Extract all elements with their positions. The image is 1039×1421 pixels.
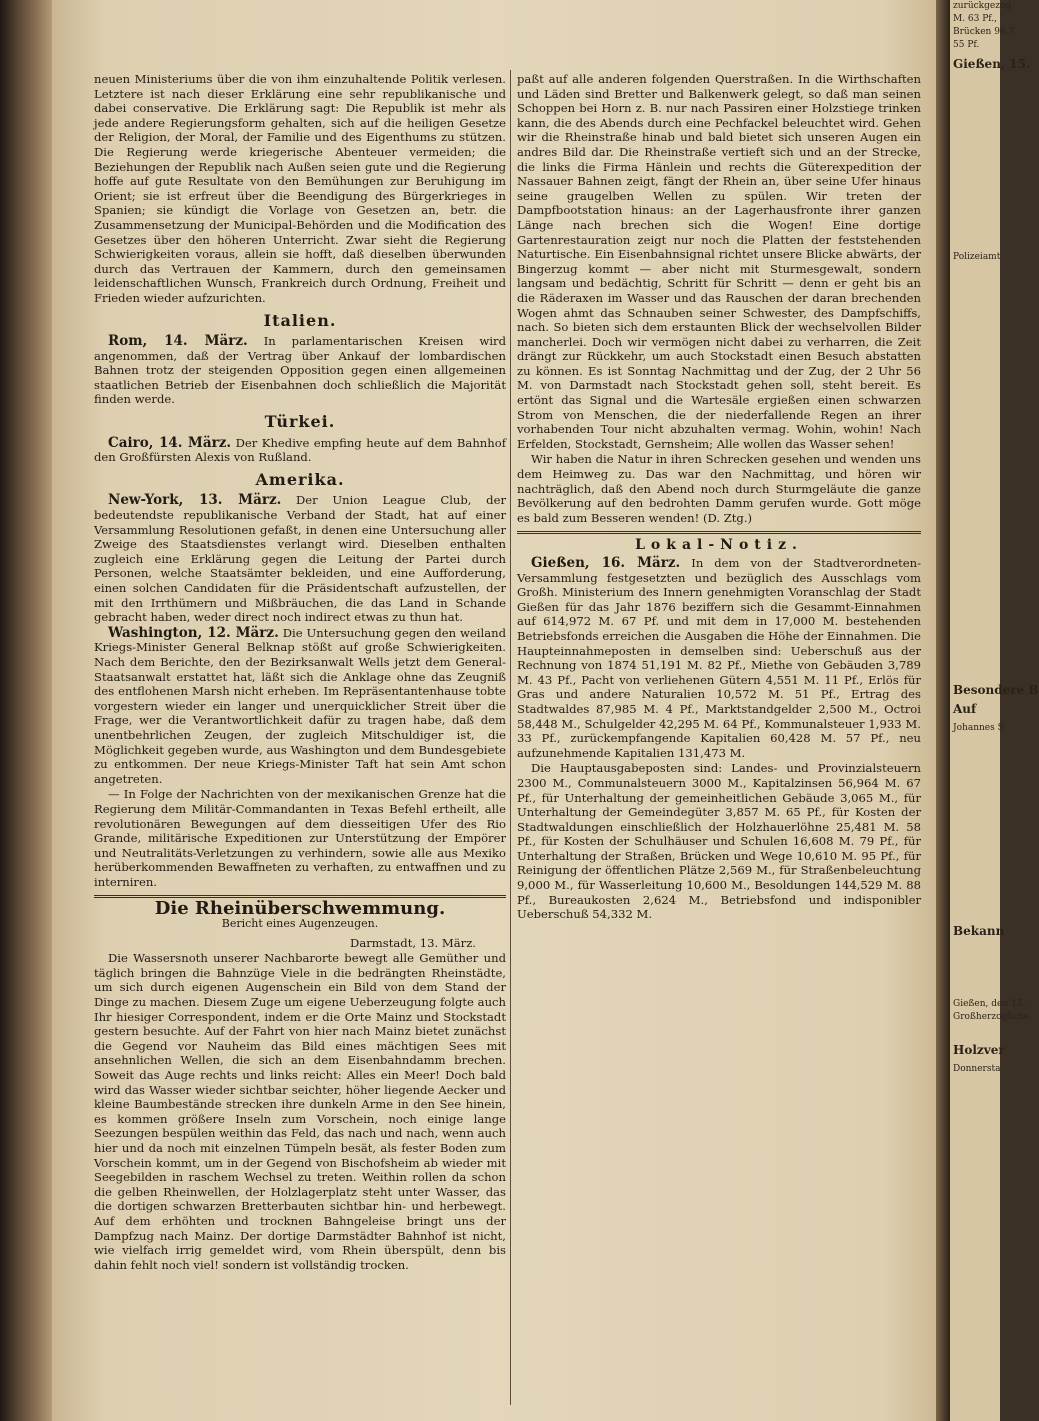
lokal-notiz-title: Lokal-Notiz. — [635, 537, 803, 554]
washington-text: Die Untersuchung gegen den weiland Kriegs-Minister General Belknap stößt auf große Schwierigkeiten. Nach dem Berichte, den der Bezirksanwalt Wells jetzt dem General-Staatsanwalt erstattet hat, läßt sich die Anklage ohne das Zeugniß des entflohenen Marsh nicht erheben. Im Repräsentantenhause tobte vorgestern wieder ein langer und unerquicklicher Streit über die Frage, wer die Verantwortlichkeit dafür zu tragen habe, daß dem unentbehrlichen Zeugen, der zugleich Mitschuldiger ist, die Möglichkeit gegeben wurde, aus Washington und dem Bundesgebiete zu entkommen. Der neue Kriegs-Minister Taft hat sein Amt schon angetreten. — [94, 625, 506, 786]
fragment: Brücken 96,7 — [953, 27, 1015, 37]
fragment: Großherzogliche — [953, 1012, 1030, 1022]
fragment: zurückgezog — [953, 1, 1012, 11]
fragment: Donnersta — [953, 1064, 1001, 1074]
newspaper-page — [52, 0, 936, 1421]
fragment: Auf — [953, 702, 977, 716]
fragment: M. 63 Pf., — [953, 14, 998, 24]
section-heading-italy: Italien. — [263, 310, 337, 330]
feature-paragraph: Die Wassersnoth unserer Nachbarorte bewegt alle Gemüther und täglich bringen die Bahnzüge Viele in die bedrängten Rheinstädte, um sich durch eigenen Augenschein ein Bild von dem Stand der Dinge zu machen. Diesem Zuge um eigene Ueberzeugung folgte auch Ihr hiesiger Correspondent, indem er die Orte Mainz und Stockstadt gestern besuchte. Auf der Fahrt von hier nach Mainz bietet zunächst die Gegend vor Nauheim das Bild eines mächtigen Sees mit ansehnlichen Wellen, die sich an dem Eisenbahndamm brechen. Soweit das Auge rechts und links reicht: Alles ein Meer! Doch bald wird das Wasser wieder sichtbar seichter, höher liegende Aecker und kleine Baumbestände strecken ihre dunkeln Arme in den See hinein, es kommen größere Inseln zum Vorschein, noch einige lange Seezungen bespülen weithin das Feld, das nach und nach, wenn auch hier und da noch mit einzelnen Tümpeln besät, als fester Boden zum Vorschein kommt, um in der Gegend von Bischofsheim ab wieder mit Seegebilden in raschem Wechsel zu treten. Weithin rollen da schon die gelben Rheinwellen, der Holzlagerplatz steht unter Wasser, das die dortigen schwarzen Bretterbauten sichtbar hin- und herbewegt. Auf dem erhöhten und trocknen Bahngeleise bringt uns der Dampfzug nach Mainz. Der dortige Darmstädter Bahnhof ist nicht, wie vielfach irrig gemeldet wird, vom Rhein überspült, denn bis dahin fehlt noch viel! sondern ist vollständig trocken. — [94, 951, 506, 1272]
fragment: Bekann — [953, 924, 1005, 938]
cairo-text: Der Khedive empfing heute auf dem Bahnhof den Großfürsten Alexis von Rußland. — [94, 435, 507, 465]
rome-text: In parlamentarischen Kreisen wird angenommen, daß der Vertrag über Ankauf der lombardischen Bahnen trotz der steigenden Opposition gegen einen allgemeinen staatlichen Betrieb der Eisenbahnen doch schließlich die Majorität finden werde. — [94, 334, 507, 407]
adjacent-page-edge — [950, 0, 1039, 1421]
rome-dateline: Rom, 14. März. — [108, 333, 248, 350]
left-column — [94, 72, 506, 1402]
page-gutter — [936, 0, 950, 1421]
flood-report-closing: Wir haben die Natur in ihren Schrecken gesehen und wenden uns dem Heimweg zu. Das war den Nachmittag, und hören wir nachträglich, daß den Abend noch durch Sturmgeläute die ganze Bevölkerung auf den bedrohten Damm gerufen wurde. Gott möge es bald zum Besseren wenden! (D. Ztg.) — [517, 452, 921, 525]
washington-dateline: Washington, 12. März. — [108, 624, 279, 641]
cairo-dateline: Cairo, 14. März. — [108, 434, 232, 451]
fragment: Besondere B — [953, 683, 1039, 697]
feature-place-date: Darmstadt, 13. März. — [350, 935, 476, 950]
fragment: Holzver — [953, 1043, 1005, 1057]
newyork-text: Der Union League Club, der bedeutendste republikanische Verband der Stadt, hat auf einer Versammlung Resolutionen gefaßt, in denen eine Untersuchung aller Zweige des Staatsdienstes verlangt wird. Dieselben enthalten zugleich eine Erklärung gegen die Leitung der Partei durch Personen, welche Staatsämter bekleiden, und eine Aufforderung, einen solchen Candidaten für die Präsidentschaft aufzustellen, der mit den Irrthümern und Mißbräuchen, die das Land in Schande gebracht haben, weder direct noch indirect etwas zu thun hat. — [94, 493, 506, 625]
budget-text: In dem von der Stadtverordneten-Versammlung festgesetzten und bezüglich des Ausschlags vom Großh. Ministerium des Innern genehmigten Voranschlag der Stadt Gießen für das Jahr 1876 beziffern sich die Gesammt-Einnahmen auf 614,972 M. 67 Pf. und mit dem in 17,000 M. bestehenden Betriebsfonds erreichen die Ausgaben die Höhe der Einnahmen. Die Haupteinnahmeposten in demselben sind: Ueberschuß aus der Rechnung von 1874 51,191 M. 82 Pf., Miethe von Gebäuden 3,789 M. 43 Pf., Pacht von verliehenen Gütern 4,551 M. 11 Pf., Erlös für Gras und andere Naturalien 10,572 M. 51 Pf., Ertrag des Stadtwaldes 87,985 M. 4 Pf., Marktstandgelder 2,500 M., Octroi 58,448 M., Schulgelder 42,295 M. 64 Pf., Kommunalsteuer 1,933 M. 33 Pf., zurückempfangende Kapitalien 60,428 M. 57 Pf., neu aufzunehmende Kapitalien 131,473 M. — [517, 556, 922, 760]
feature-subtitle: Bericht eines Augenzeugen. — [221, 917, 379, 931]
fragment: Gießen, 15. — [953, 57, 1031, 71]
ministry-declaration-text: neuen Ministeriums über die von ihm einzuhaltende Politik verlesen. Letztere ist nach dieser Erklärung eine sehr republikanische und dabei conservative. Die Erklärung sagt: Die Republik ist mehr als jede andere Regierungsform gehalten, sich auf die heiligen Gesetze der Religion, der Moral, der Familie und des Eigenthums zu stützen. Die Regierung werde kriegerische Abenteuer vermeiden; die Beziehungen der Republik nach Außen seien gute und die Regierung hoffe auf gute Resultate von den Bemühungen zur Beruhigung im Orient; sie ist erfreut über die Beendigung des Bürgerkrieges in Spanien; sie kündigt die Vorlage von Gesetzen an, betr. die Zusammensetzung der Municipal-Behörden und die Modification des Gesetzes über den höheren Unterricht. Zwar sieht die Regierung Schwierigkeiten voraus, allein sie hofft, daß dieselben überwunden durch das Vertrauen der Kammern, durch den gemeinsamen leidenschaftlichen Wunsch, Frankreich durch Ordnung, Freiheit und Frieden wieder aufzurichten. — [94, 72, 506, 305]
article-separator-right — [517, 531, 921, 534]
section-heading-turkey: Türkei. — [264, 412, 336, 432]
fragment: Polizeiamt — [953, 252, 1001, 262]
right-column — [517, 72, 921, 1402]
fragment: Gießen, den 13. — [953, 999, 1026, 1009]
section-heading-america: Amerika. — [255, 469, 345, 489]
fragment: 55 Pf. — [953, 40, 980, 50]
mexico-text: — In Folge der Nachrichten von der mexikanischen Grenze hat die Regierung dem Militär-Commandanten in Texas Befehl ertheilt, alle revolutionären Bewegungen auf dem diesseitigen Ufer des Rio Grande, militärische Expeditionen zur Unterstützung der Empörer und Neutralitäts-Verletzungen zu verhindern, sowie alle aus Mexiko herüberkommenden Bewaffneten zu verhaften, zu entwaffnen und zu interniren. — [94, 787, 506, 889]
fragment: Johannes S — [953, 723, 1004, 733]
budget-expenses-text: Die Hauptausgabeposten sind: Landes- und Provinzialsteuern 2300 M., Communalsteuern 3000 M., Kapitalzinsen 56,964 M. 67 Pf., für Unterhaltung der gemeinheitlichen Gebäude 3,065 M., für Unterhaltung der Gemeindegüter 3,857 M. 65 Pf., für Kosten der Stadtwaldungen einschließlich der Holzhauerlöhne 25,481 M. 58 Pf., für Kosten der Schulhäuser und Schulen 16,608 M. 79 Pf., für Unterhaltung der Straßen, Brücken und Wege 10,610 M. 95 Pf., für Reinigung der öffentlichen Plätze 2,569 M., für Straßenbeleuchtung 9,000 M., für Wasserleitung 10,600 M., Besoldungen 144,529 M. 88 Pf., Bureaukosten 2,624 M., Betriebsfond und indisponibler Ueberschuß 54,332 M. — [517, 761, 921, 922]
giessen-dateline: Gießen, 16. März. — [531, 555, 681, 571]
flood-report-continued: paßt auf alle anderen folgenden Querstraßen. In die Wirthschaften und Läden sind Bretter und Balkenwerk gelegt, so daß man seinen Schoppen bei Horn z. B. nur nach Passiren einer Holzstiege trinken kann, die des Abends durch eine Pechfackel beleuchtet wird. Gehen wir die Rheinstraße hinab und bald bietet sich unseren Augen ein andres Bild dar. Die Rheinstraße vertieft sich und an der Strecke, die links die Firma Hänlein und rechts die Güterexpedition der Nassauer Bahnen zeigt, fängt der Rhein an, über seine Ufer hinaus seine graugelben Wellen zu spülen. Wir treten der Dampfbootstation hinaus: an der Lagerhausfronte ihrer ganzen Länge nach brechen sich die Wogen! Eine dortige Gartenrestauration zeigt nur noch die Platten der feststehenden Naturtische. Ein Eisenbahnsignal richtet unsere Blicke abwärts, der Bingerzug kommt — aber nicht mit Sturmesgewalt, sondern langsam und bedächtig, Schritt für Schritt — denn er geht bis an die Räderaxen im Wasser und das Rauschen der daran brechenden Wogen ahmt das Schnauben seiner Schwester, des Dampfschiffs, nach. So bieten sich dem erstaunten Blick der wechselvollen Bilder mancherlei. Doch wir vermögen nicht dabei zu verharren, die Zeit drängt zur Rückkehr, um auch Stockstadt einen Besuch abstatten zu können. Es ist Sonntag Nachmittag und der Zug, der 2 Uhr 56 M. von Darmstadt nach Stockstadt gehen soll, steht bereit. Es ertönt das Signal und die Wartesäle ergießen einen schwarzen Strom von Menschen, die der niederfallende Regen an ihrer vorhabenden Tour nicht abzuhalten vermag. Wohin, wohin! Nach Erfelden, Stockstadt, Gernsheim; Alle wollen das Wasser sehen! — [517, 72, 921, 451]
book-binding — [0, 0, 52, 1421]
feature-title: Die Rheinüberschwemmung. — [154, 898, 446, 920]
column-divider — [510, 70, 511, 1405]
newyork-dateline: New-York, 13. März. — [108, 492, 282, 509]
